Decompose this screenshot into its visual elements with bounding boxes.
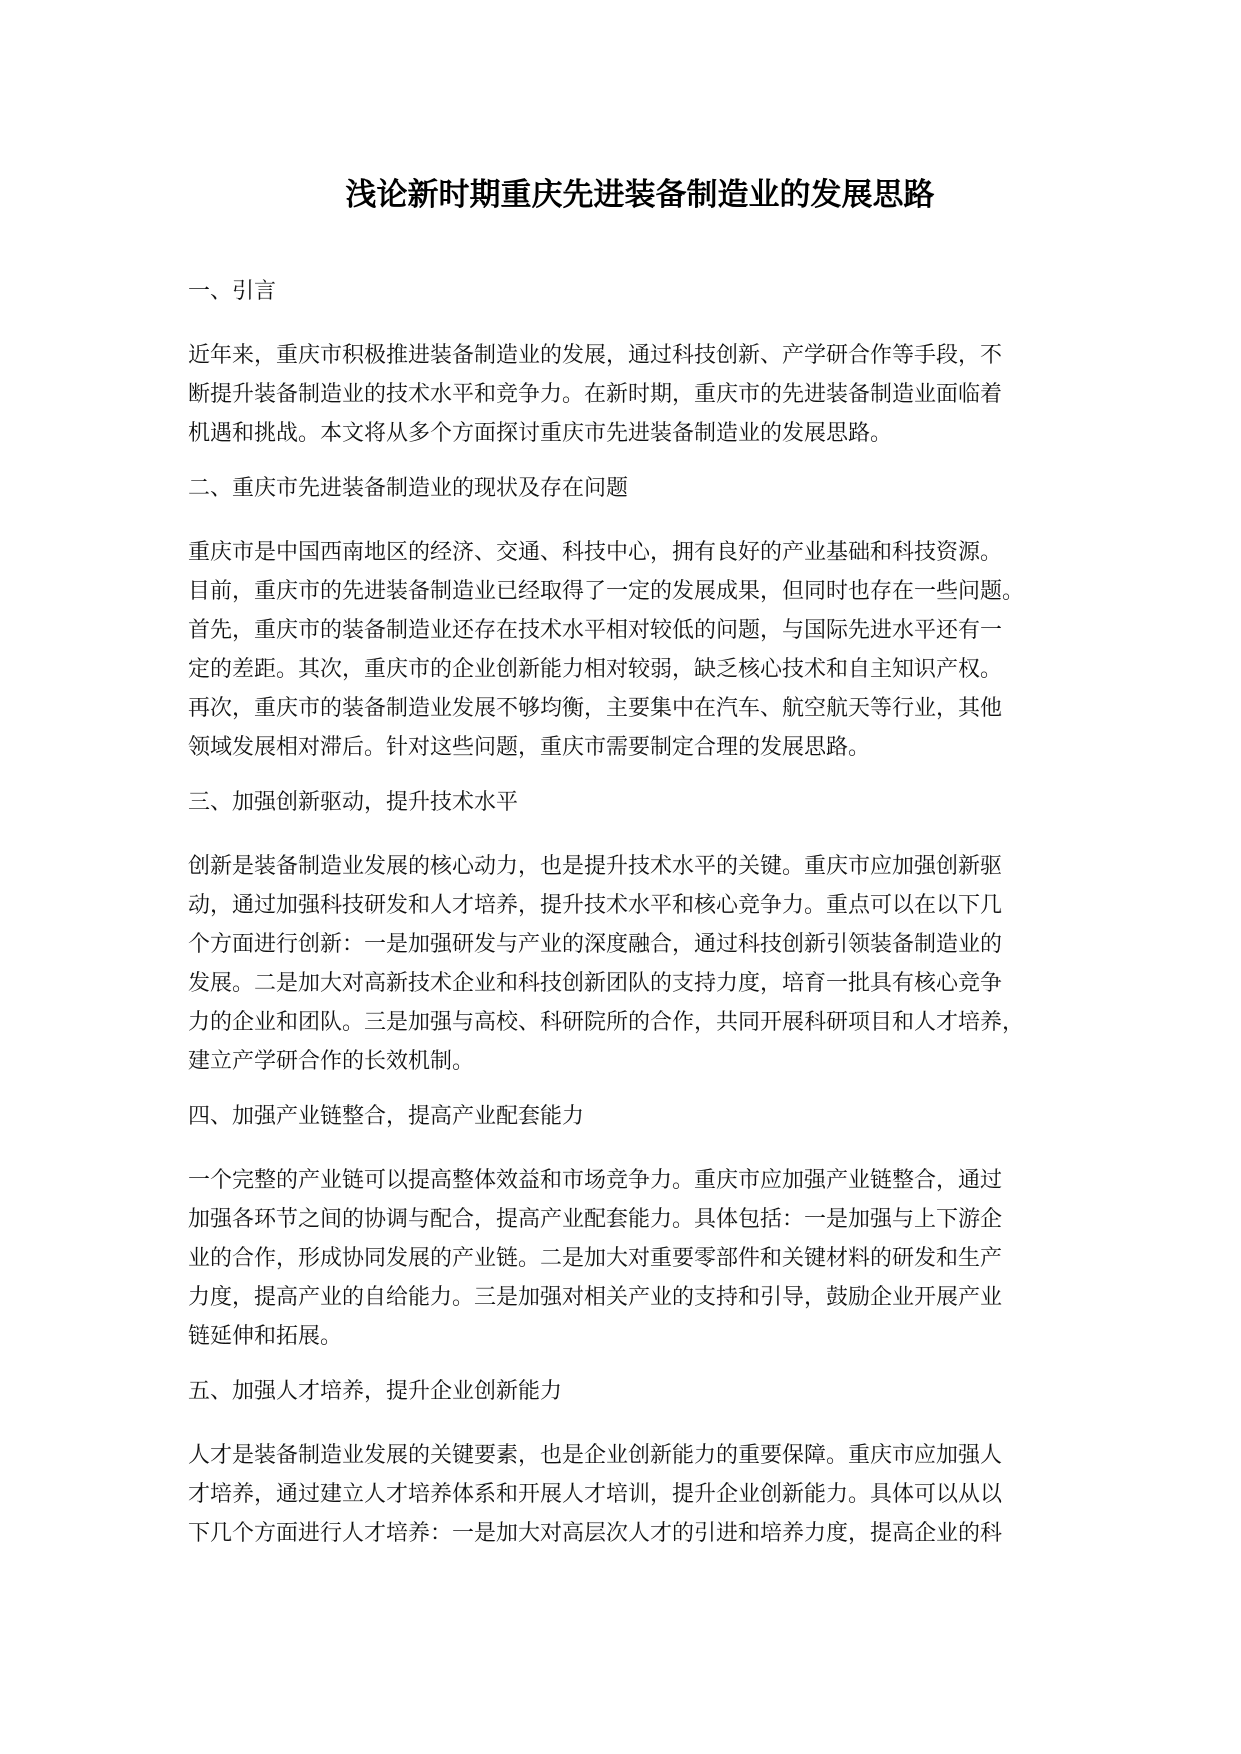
paragraph-line: 目前，重庆市的先进装备制造业已经取得了一定的发展成果，但同时也存在一些问题。: [188, 579, 1025, 604]
paragraph-line: 领域发展相对滞后。针对这些问题，重庆市需要制定合理的发展思路。: [188, 735, 871, 760]
paragraph-line: 再次，重庆市的装备制造业发展不够均衡，主要集中在汽车、航空航天等行业，其他: [188, 696, 1003, 721]
paragraph-line: 近年来，重庆市积极推进装备制造业的发展，通过科技创新、产学研合作等手段，不: [188, 343, 1003, 368]
section-innovation: [188, 788, 1078, 1081]
paragraph-line: 重庆市是中国西南地区的经济、交通、科技中心，拥有良好的产业基础和科技资源。: [188, 540, 1003, 565]
paragraph-line: 个方面进行创新：一是加强研发与产业的深度融合，通过科技创新引领装备制造业的: [188, 932, 1003, 957]
paragraph-line: 加强各环节之间的协调与配合，提高产业配套能力。具体包括：一是加强与上下游企: [188, 1207, 1003, 1232]
section-heading: 一、引言: [188, 279, 277, 304]
section-heading: 三、加强创新驱动，提升技术水平: [188, 790, 519, 815]
section-paragraph: [188, 1436, 1078, 1553]
paragraph-line: 业的合作，形成协同发展的产业链。二是加大对重要零部件和关键材料的研发和生产: [188, 1246, 1003, 1271]
section-paragraph: [188, 533, 1078, 767]
section-introduction: [188, 277, 1078, 453]
paragraph-line: 一个完整的产业链可以提高整体效益和市场竞争力。重庆市应加强产业链整合，通过: [188, 1168, 1003, 1193]
section-talent: [188, 1377, 1078, 1553]
paragraph-line: 机遇和挑战。本文将从多个方面探讨重庆市先进装备制造业的发展思路。: [188, 421, 893, 446]
paragraph-line: 定的差距。其次，重庆市的企业创新能力相对较弱，缺乏核心技术和自主知识产权。: [188, 657, 1003, 682]
paragraph-line: 力度，提高产业的自给能力。三是加强对相关产业的支持和引导，鼓励企业开展产业: [188, 1285, 1003, 1310]
paragraph-line: 首先，重庆市的装备制造业还存在技术水平相对较低的问题，与国际先进水平还有一: [188, 618, 1003, 643]
paragraph-line: 才培养，通过建立人才培养体系和开展人才培训，提升企业创新能力。具体可以从以: [188, 1482, 1003, 1507]
paragraph-line: 人才是装备制造业发展的关键要素，也是企业创新能力的重要保障。重庆市应加强人: [188, 1443, 1003, 1468]
section-paragraph: [188, 336, 1078, 453]
paragraph-line: 力的企业和团队。三是加强与高校、科研院所的合作，共同开展科研项目和人才培养，: [188, 1010, 1025, 1035]
paragraph-line: 创新是装备制造业发展的核心动力，也是提升技术水平的关键。重庆市应加强创新驱: [188, 854, 1003, 879]
section-heading: 五、加强人才培养，提升企业创新能力: [188, 1379, 563, 1404]
document-page: [188, 175, 1078, 1574]
paragraph-line: 发展。二是加大对高新技术企业和科技创新团队的支持力度，培育一批具有核心竞争: [188, 971, 1003, 996]
section-paragraph: [188, 1161, 1078, 1356]
section-status-and-problems: [188, 474, 1078, 767]
section-industry-chain: [188, 1102, 1078, 1356]
paragraph-line: 断提升装备制造业的技术水平和竞争力。在新时期，重庆市的先进装备制造业面临着: [188, 382, 1003, 407]
section-paragraph: [188, 847, 1078, 1081]
paragraph-line: 下几个方面进行人才培养：一是加大对高层次人才的引进和培养力度，提高企业的科: [188, 1521, 1003, 1546]
paragraph-line: 链延伸和拓展。: [188, 1324, 343, 1349]
section-heading: 二、重庆市先进装备制造业的现状及存在问题: [188, 476, 629, 501]
section-heading: 四、加强产业链整合，提高产业配套能力: [188, 1104, 585, 1129]
paragraph-line: 动，通过加强科技研发和人才培养，提升技术水平和核心竞争力。重点可以在以下几: [188, 893, 1003, 918]
document-title: 浅论新时期重庆先进装备制造业的发展思路: [345, 177, 935, 213]
paragraph-line: 建立产学研合作的长效机制。: [188, 1049, 475, 1074]
